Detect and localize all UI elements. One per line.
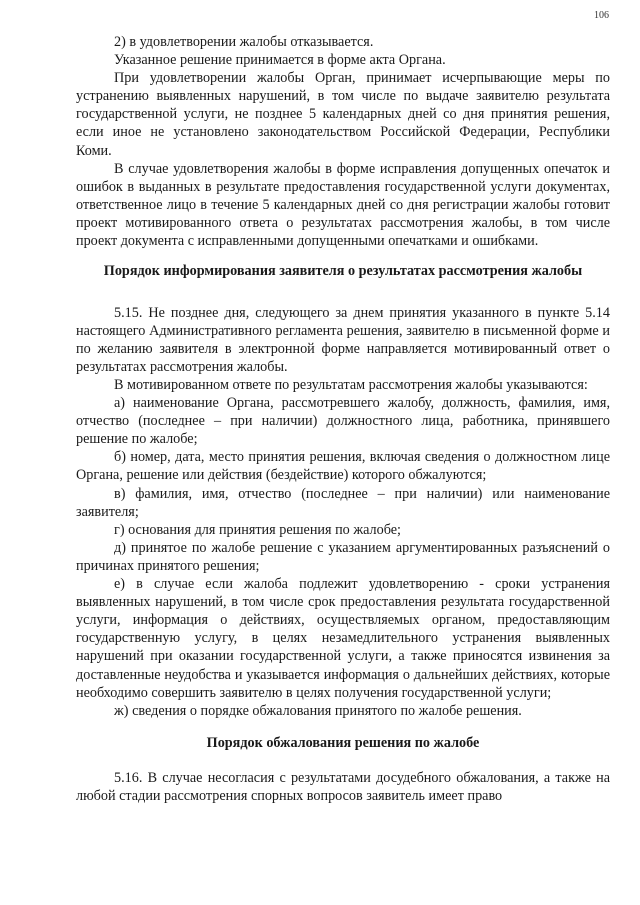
list-item: а) наименование Органа, рассмотревшего жалобу, должность, фамилия, имя, отчество (последнее – при наличии) должностного лица, работника, принявшего решение по жалобе; bbox=[76, 395, 610, 448]
list-item: б) номер, дата, место принятия решения, включая сведения о должностном лице Органа, решение или действия (бездействие) которого обжалуются; bbox=[76, 449, 610, 484]
paragraph: 2) в удовлетворении жалобы отказывается. bbox=[114, 34, 374, 50]
list-item: е) в случае если жалоба подлежит удовлетворению - сроки устранения выявленных нарушений, в том числе срок предоставления результата государственной услуги, информация о действиях, осуществляемых органом, предоставляющим государственную услугу, в целях незамедлительного устранения выявленных нарушений при оказании государственной услуги, а также приносятся извинения за доставленные неудобства и указывается информация о дальнейших действиях, которые необходимо совершить заявителю в целях получения государственной услуги; bbox=[76, 576, 610, 701]
section-heading: Порядок обжалования решения по жалобе bbox=[206, 734, 480, 751]
section-heading: Порядок информирования заявителя о результатах рассмотрения жалобы bbox=[103, 263, 583, 280]
document-body bbox=[76, 33, 610, 805]
page-number: 106 bbox=[594, 10, 609, 21]
list-item: в) фамилия, имя, отчество (последнее – при наличии) или наименование заявителя; bbox=[76, 485, 610, 520]
paragraph: 5.15. Не позднее дня, следующего за днем принятия указанного в пункте 5.14 настоящего Административного регламента решения, заявителю в письменной форме и по желанию заявителя в электронной форме направляется мотивированный ответ о результатах рассмотрения жалобы. bbox=[76, 304, 610, 375]
list-item: ж) сведения о порядке обжалования принятого по жалобе решения. bbox=[114, 702, 522, 719]
paragraph: В случае удовлетворения жалобы в форме исправления допущенных опечаток и ошибок в выданных в результате предоставления государственной услуги документах, ответственное лицо в течение 5 календарных дней со дня регистрации жалобы готовит проект мотивированного ответа о результатах рассмотрения жалобы, в том числе проект документа с исправленными допущенными опечатками и ошибками. bbox=[76, 160, 610, 250]
paragraph: В мотивированном ответе по результатам рассмотрения жалобы указываются: bbox=[114, 377, 588, 393]
list-item: г) основания для принятия решения по жалобе; bbox=[114, 521, 401, 538]
paragraph: Указанное решение принимается в форме акта Органа. bbox=[114, 52, 446, 69]
paragraph: 5.16. В случае несогласия с результатами досудебного обжалования, а также на любой стадии рассмотрения спорных вопросов заявитель имеет право bbox=[76, 770, 610, 805]
list-item: д) принятое по жалобе решение с указанием аргументированных разъяснений о причинах принятого решения; bbox=[76, 539, 610, 574]
paragraph: При удовлетворении жалобы Орган, принимает исчерпывающие меры по устранению выявленных нарушений, в том числе по выдаче заявителю результата государственной услуги, не позднее 5 календарных дней со дня принятия решения, если иное не установлено законодательством Российской Федерации, Республики Коми. bbox=[76, 70, 610, 159]
